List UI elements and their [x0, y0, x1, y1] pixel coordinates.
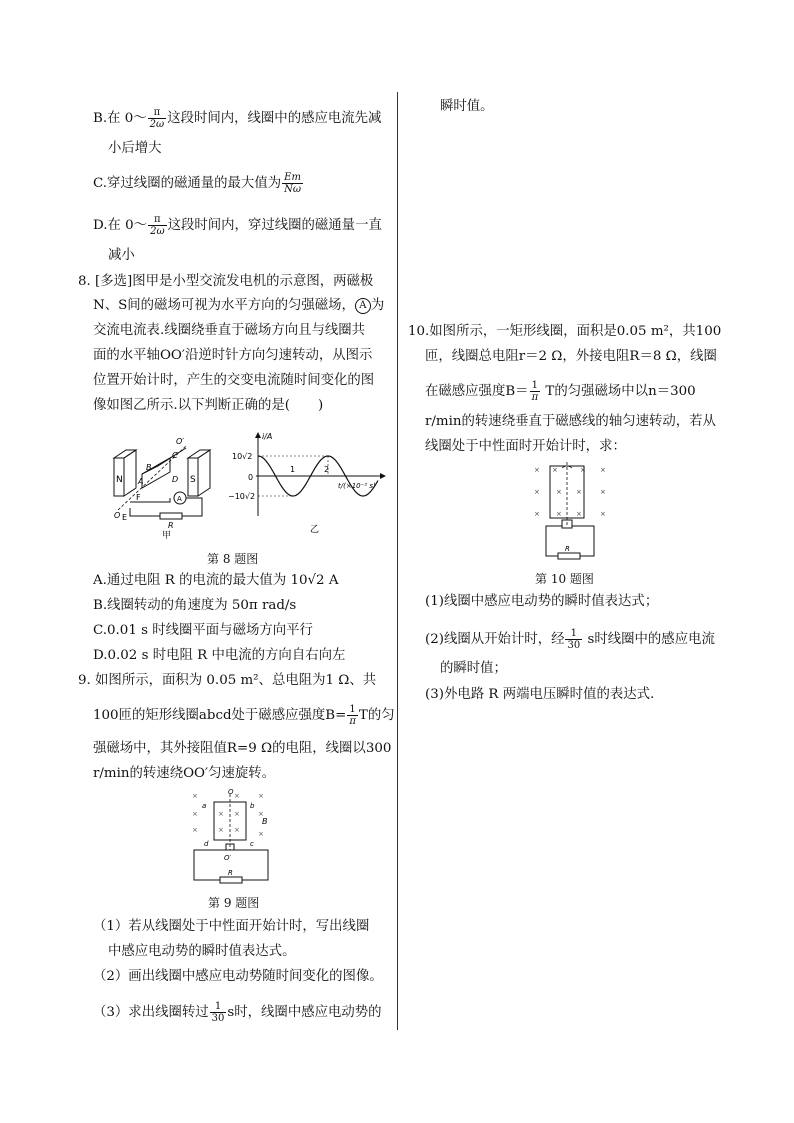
q7c-frac-den: Nω	[284, 184, 302, 195]
q10-cross: ×	[576, 488, 582, 496]
label-o: O	[114, 511, 121, 520]
q9-continuation: 瞬时值。	[440, 99, 494, 114]
q10-sub2-text: (2)线圈从开始计时，经	[425, 632, 565, 647]
magnet-s	[188, 450, 210, 496]
q9-label-o-prime: O′	[224, 854, 232, 862]
q10-line-1: 10.如图所示，一矩形线圈，面积是0.05 m²，共100	[408, 324, 722, 339]
q9-cross: ×	[218, 826, 224, 834]
q9-sub2: （2）画出线圈中感应电动势随时间变化的图像。	[93, 969, 383, 984]
label-o-prime: O′	[176, 437, 185, 446]
q8-option-b: B.线圈转动的角速度为 50π rad/s	[93, 598, 297, 613]
q10-cross: ×	[600, 466, 606, 474]
q7b-text: B.在 0～	[93, 111, 147, 126]
q9-cross: ×	[218, 810, 224, 818]
q10-sub2-post: s时线圈中的感应电流	[583, 632, 715, 647]
label-n: N	[116, 475, 123, 485]
q9-cross: ×	[258, 830, 264, 838]
q7b-frac-num: π	[148, 107, 167, 119]
q8a-unit: A	[324, 573, 339, 588]
q9-fraction	[347, 704, 358, 727]
q7c-fraction	[282, 172, 303, 195]
q8-line-6	[93, 397, 323, 415]
q10-sub2	[425, 628, 715, 651]
tick-1: 1	[290, 465, 296, 474]
q8a-text: A.通过电阻 R 的电流的最大值为 10	[93, 573, 308, 588]
q10-line3-text: 在磁感应强度B＝	[425, 384, 529, 399]
label-d: D	[172, 475, 179, 484]
q8-line-3: 交流电流表.线圈绕垂直于磁场方向且与线圈共	[93, 323, 366, 338]
q8-generator-figure	[110, 428, 235, 540]
sublabel-yi: 乙	[310, 525, 320, 535]
tick-bottom: −10√2	[228, 492, 256, 501]
q10-cross: ×	[576, 510, 582, 518]
q8a-root: √2	[307, 573, 325, 588]
q9-resistor	[220, 877, 242, 883]
q9-label-b: b	[250, 802, 255, 810]
tick-zero: 0	[248, 473, 254, 482]
q10-cross: ×	[556, 488, 562, 496]
q10-frac-den: π	[531, 392, 539, 403]
q10-cross: ×	[556, 510, 562, 518]
q9-frac-num: 1	[347, 704, 358, 716]
q10-coil-figure	[528, 460, 614, 564]
q10-label-r: R	[565, 545, 570, 553]
q8-option-d: D.0.02 s 时电阻 R 中电流的方向自右向左	[93, 648, 346, 663]
q7b-frac-den: 2ω	[149, 119, 165, 130]
q7b-fraction	[148, 107, 167, 130]
q9-label-r: R	[228, 869, 233, 877]
q10-sub2-cont: 的瞬时值；	[440, 661, 507, 676]
q9-coil-figure	[188, 788, 278, 884]
q9-sub3-fraction	[210, 1001, 227, 1024]
q9-sub3-frac-num: 1	[210, 1001, 227, 1013]
y-axis-arrow	[255, 432, 261, 438]
q7-option-b	[93, 107, 381, 130]
tick-2: 2	[324, 465, 330, 474]
q10-frac-num: 1	[530, 380, 541, 392]
label-a: A	[138, 477, 144, 486]
q8-line-1: 8. [多选]图甲是小型交流发电机的示意图，两磁极	[78, 274, 374, 289]
q10-cross: ×	[600, 510, 606, 518]
label-c: C	[172, 451, 178, 460]
q10-line-2: 匝，线圈总电阻r＝2 Ω，外接电阻R＝8 Ω，线圈	[425, 349, 717, 364]
q10-field-crosses	[534, 466, 606, 518]
q9-sub1-line2: 中感应电动势的瞬时值表达式。	[108, 944, 296, 959]
q9-line2-text: 100匝的矩形线圈abcd处于磁感应强度B=	[93, 708, 347, 723]
x-axis-arrow	[380, 473, 386, 479]
q9-sub3-post: s时，线圈中感应电动势的	[227, 1005, 382, 1020]
q9-cross: ×	[234, 826, 240, 834]
q7-option-c	[93, 172, 304, 195]
q9-line-1: 9. 如图所示，面积为 0.05 m²、总电阻为1 Ω、共	[78, 673, 377, 688]
q8-line-4: 面的水平轴OO′沿逆时针方向匀速转动，从图示	[93, 348, 373, 363]
q7-option-d	[93, 214, 382, 237]
q10-sub2-frac-num: 1	[565, 628, 582, 640]
q9-wire-left	[194, 850, 226, 880]
q10-cross: ×	[534, 488, 540, 496]
q9-caption: 第 9 题图	[208, 896, 260, 910]
q8-caption: 第 8 题图	[207, 552, 259, 566]
q9-label-d: d	[204, 840, 209, 848]
q8-line2-post: 为	[370, 298, 385, 313]
label-f: F	[136, 493, 141, 502]
q8-option-c: C.0.01 s 时线圈平面与磁场方向平行	[93, 623, 313, 638]
q9-sub3	[93, 1001, 382, 1024]
label-e: E	[122, 513, 128, 522]
q9-cross: ×	[258, 792, 264, 800]
q9-wire-right	[234, 850, 268, 880]
q10-sub3: (3)外电路 R 两端电压瞬时值的表达式.	[425, 687, 655, 702]
q9-line-3: 强磁场中，其外接阻值R=9 Ω的电阻，线圈以300	[93, 741, 392, 756]
q10-cross: ×	[534, 510, 540, 518]
q9-field-crosses	[192, 792, 264, 838]
q10-sub1: (1)线圈中感应电动势的瞬时值表达式；	[425, 594, 659, 609]
q10-wire-left	[546, 526, 562, 556]
q8-line2-text: N、S间的磁场可视为水平方向的匀强磁场，	[93, 298, 355, 313]
label-r: R	[168, 521, 174, 530]
q7b-continuation: 小后增大	[108, 141, 162, 156]
q10-cross: ×	[552, 466, 558, 474]
q8-current-graph	[228, 428, 393, 540]
tick-top: 10√2	[232, 452, 253, 461]
q9-cross: ×	[192, 792, 198, 800]
q9-sub3-text: （3）求出线圈转过	[93, 1005, 209, 1020]
q7d-frac-den: 2ω	[150, 226, 165, 237]
q7d-fraction	[148, 214, 167, 237]
q10-sub2-fraction	[565, 628, 582, 651]
q10-sub2-frac-den: 30	[567, 640, 581, 651]
q9-cross: ×	[192, 826, 198, 834]
q9-cross: ×	[234, 792, 240, 800]
q10-resistor	[558, 553, 580, 559]
q10-wire-right	[572, 526, 594, 556]
q9-frac-den: π	[349, 716, 356, 727]
q7d-frac-num: π	[148, 214, 167, 226]
wire-e	[130, 508, 160, 516]
q7d-continuation: 减小	[108, 248, 135, 263]
q9-label-o: O	[228, 788, 234, 796]
q10-line-4: r/min的转速绕垂直于磁感线的轴匀速转动，若从	[425, 414, 716, 429]
q9-cross: ×	[258, 810, 264, 818]
resistor-r	[160, 513, 182, 519]
q9-label-b-field: B	[262, 817, 268, 826]
q8-option-a	[93, 572, 339, 590]
ammeter-icon: A	[355, 298, 371, 314]
q9-label-a: a	[202, 802, 207, 810]
q7c-frac-num: Em	[282, 172, 303, 184]
magnet-n	[114, 450, 136, 496]
q10-cross: ×	[600, 488, 606, 496]
q8-line-2	[93, 297, 384, 315]
q9-sub3-frac-den: 30	[211, 1013, 225, 1024]
q7d-text-post: 这段时间内，穿过线圈的磁通量一直	[167, 218, 382, 233]
q10-line-3	[425, 380, 696, 403]
q9-sub1-line1: （1）若从线圈处于中性面开始计时，写出线圈	[93, 919, 370, 934]
label-b: B	[146, 463, 152, 472]
q10-caption: 第 10 题图	[535, 572, 594, 586]
q7d-text: D.在 0～	[93, 218, 148, 233]
q8-line-5: 位置开始计时，产生的交变电流随时间变化的图	[93, 373, 375, 388]
column-divider	[397, 92, 398, 1030]
ammeter-label: A	[177, 495, 182, 503]
q10-line3-post: T的匀强磁场中以n＝300	[541, 384, 696, 399]
sublabel-jia: 甲	[162, 531, 172, 540]
q8-line6-text: 像如图乙所示.以下判断正确的是(	[93, 398, 290, 413]
q8-line6-post: )	[317, 398, 324, 413]
q10-cross: ×	[580, 466, 586, 474]
label-s: S	[190, 475, 196, 485]
q9-cross: ×	[192, 810, 198, 818]
q7b-text-post: 这段时间内，线圈中的感应电流先减	[167, 111, 382, 126]
q10-cross: ×	[534, 466, 540, 474]
q9-line2-post: T的匀	[358, 708, 395, 723]
q9-cross: ×	[234, 810, 240, 818]
q10-line-5: 线圈处于中性面时开始计时，求：	[425, 439, 626, 454]
q10-fraction	[530, 380, 541, 403]
q9-label-c: c	[250, 840, 254, 848]
q9-line-4: r/min的转速绕OO′匀速旋转。	[93, 766, 276, 781]
x-axis-label: t/(×10⁻² s)	[338, 482, 376, 490]
y-axis-label: i/A	[262, 432, 273, 441]
q7c-text: C.穿过线圈的磁通量的最大值为	[93, 176, 282, 191]
q9-line-2	[93, 704, 395, 727]
